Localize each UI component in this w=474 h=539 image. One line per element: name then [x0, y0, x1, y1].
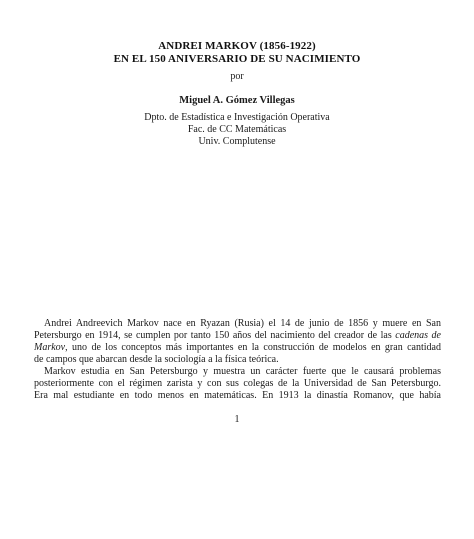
author-name: Miguel A. Gómez Villegas	[179, 95, 295, 106]
body-text	[34, 318, 441, 402]
paragraph-1-line-4: de campos que abarcan desde la sociología a la física teórica.	[34, 354, 279, 365]
affiliation	[0, 112, 474, 148]
paragraph-1-line-3-emphasis: Markov	[34, 342, 66, 353]
paragraph-1-line-3-text: , uno de los conceptos más importantes en la construcción de modelos en gran cantidad	[65, 342, 441, 353]
affiliation-faculty: Fac. de CC Matemáticas	[187, 124, 287, 135]
paragraph-1	[34, 318, 441, 366]
paragraph-1-line-2-emphasis: cadenas de	[395, 330, 441, 341]
paragraph-1-line-1: Andrei Andreevich Markov nace en Ryazan (Rusia) el 14 de junio de 1856 y muere en San	[44, 318, 441, 329]
affiliation-university: Univ. Complutense	[198, 136, 276, 147]
paragraph-2	[34, 366, 441, 402]
page-number: 1	[234, 414, 240, 425]
title-line-2: EN EL 150 ANIVERSARIO DE SU NACIMIENTO	[113, 53, 361, 65]
paragraph-1-line-2-text: Petersburgo en 1914, se cumplen por tanto 150 años del nacimiento del creador de las	[34, 330, 392, 341]
paper-title	[0, 40, 474, 66]
paragraph-1-line-2	[34, 330, 441, 342]
paragraph-2-line-1: Markov estudia en San Petersburgo y muestra un carácter fuerte que le causará problemas	[44, 366, 441, 377]
paragraph-2-line-3: Era mal estudiante en todo menos en matemáticas. En 1913 la dinastía Romanov, que había	[34, 390, 441, 401]
affiliation-department: Dpto. de Estadística e Investigación Operativa	[144, 112, 330, 123]
paragraph-1-line-3	[34, 342, 441, 354]
paragraph-2-line-2: posteriormente con el régimen zarista y con sus colegas de la Universidad de San Petersburgo.	[34, 378, 441, 389]
byline: por	[230, 71, 244, 82]
title-line-1: ANDREI MARKOV (1856-1922)	[158, 40, 316, 52]
